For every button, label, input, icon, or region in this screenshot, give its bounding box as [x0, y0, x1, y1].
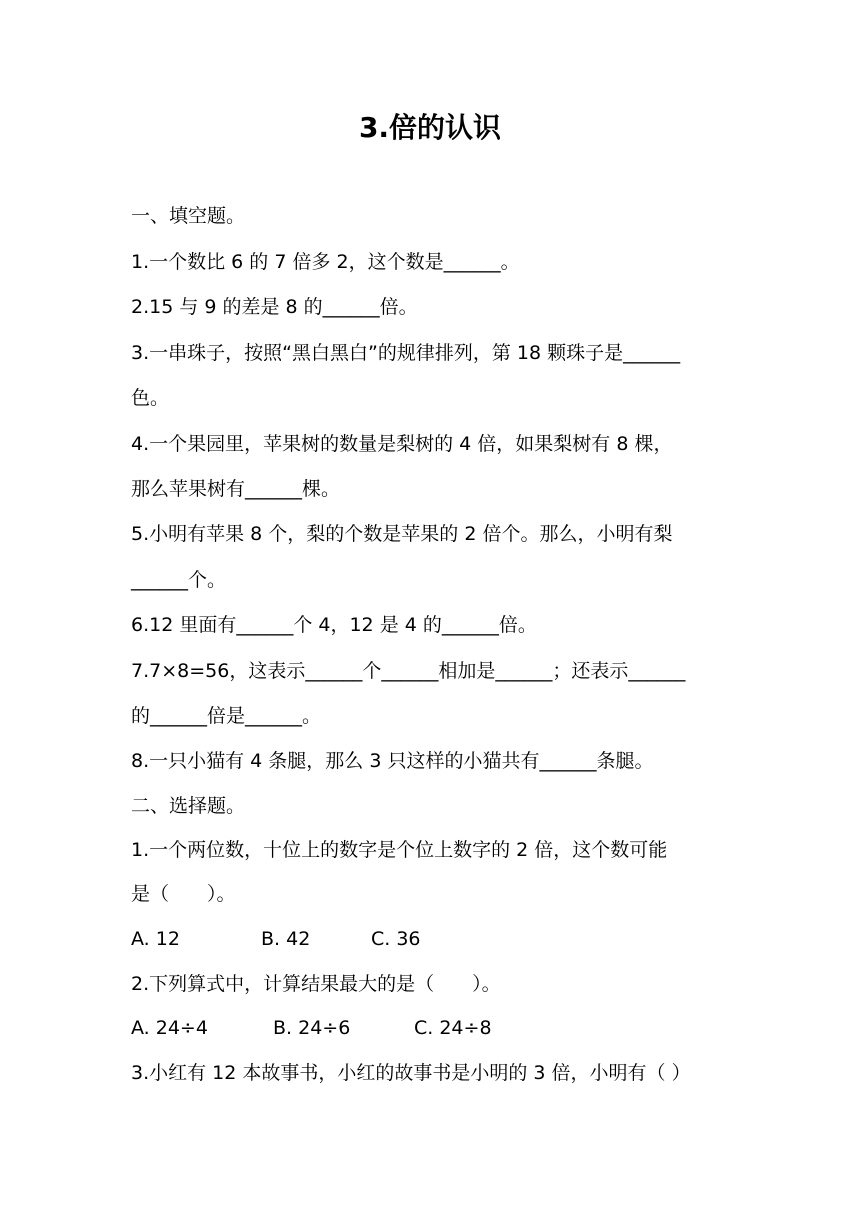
option-a: A. 24÷4	[131, 1017, 208, 1039]
question-line: 色。	[131, 387, 170, 409]
option-b: B. 42	[261, 928, 311, 950]
section-heading-fill-in: 一、填空题。	[131, 205, 246, 227]
question-line: 1.一个数比 6 的 7 倍多 2，这个数是______。	[131, 251, 520, 273]
option-c: C. 24÷8	[414, 1017, 492, 1039]
question-line: 4.一个果园里，苹果树的数量是梨树的 4 倍，如果梨树有 8 棵，	[131, 433, 673, 455]
question-line: 3.小红有 12 本故事书，小红的故事书是小明的 3 倍，小明有（ ）	[131, 1062, 691, 1084]
section-heading-multiple-choice: 二、选择题。	[131, 795, 246, 817]
question-line: 那么苹果树有______棵。	[131, 478, 341, 500]
question-line: 的______倍是______。	[131, 705, 322, 727]
option-a: A. 12	[131, 928, 180, 950]
question-line: 2.下列算式中，计算结果最大的是（ ）。	[131, 973, 501, 995]
page-title: 3.倍的认识	[358, 111, 502, 144]
question-line: 3.一串珠子，按照“黑白黑白”的规律排列，第 18 颗珠子是______	[131, 342, 681, 364]
question-line: 6.12 里面有______个 4，12 是 4 的______倍。	[131, 614, 537, 636]
question-line: 1.一个两位数，十位上的数字是个位上数字的 2 倍，这个数可能	[131, 839, 668, 861]
question-line: 是（ ）。	[131, 883, 236, 905]
question-line: 5.小明有苹果 8 个，梨的个数是苹果的 2 倍个。那么，小明有梨	[131, 523, 673, 545]
question-line: 8.一只小猫有 4 条腿，那么 3 只这样的小猫共有______条腿。	[131, 750, 654, 772]
option-b: B. 24÷6	[273, 1017, 351, 1039]
question-line: 7.7×8=56，这表示______个______相加是______；还表示______	[131, 660, 686, 682]
option-c: C. 36	[371, 928, 421, 950]
question-line: 2.15 与 9 的差是 8 的______倍。	[131, 296, 418, 318]
question-line: ______个。	[131, 569, 227, 591]
